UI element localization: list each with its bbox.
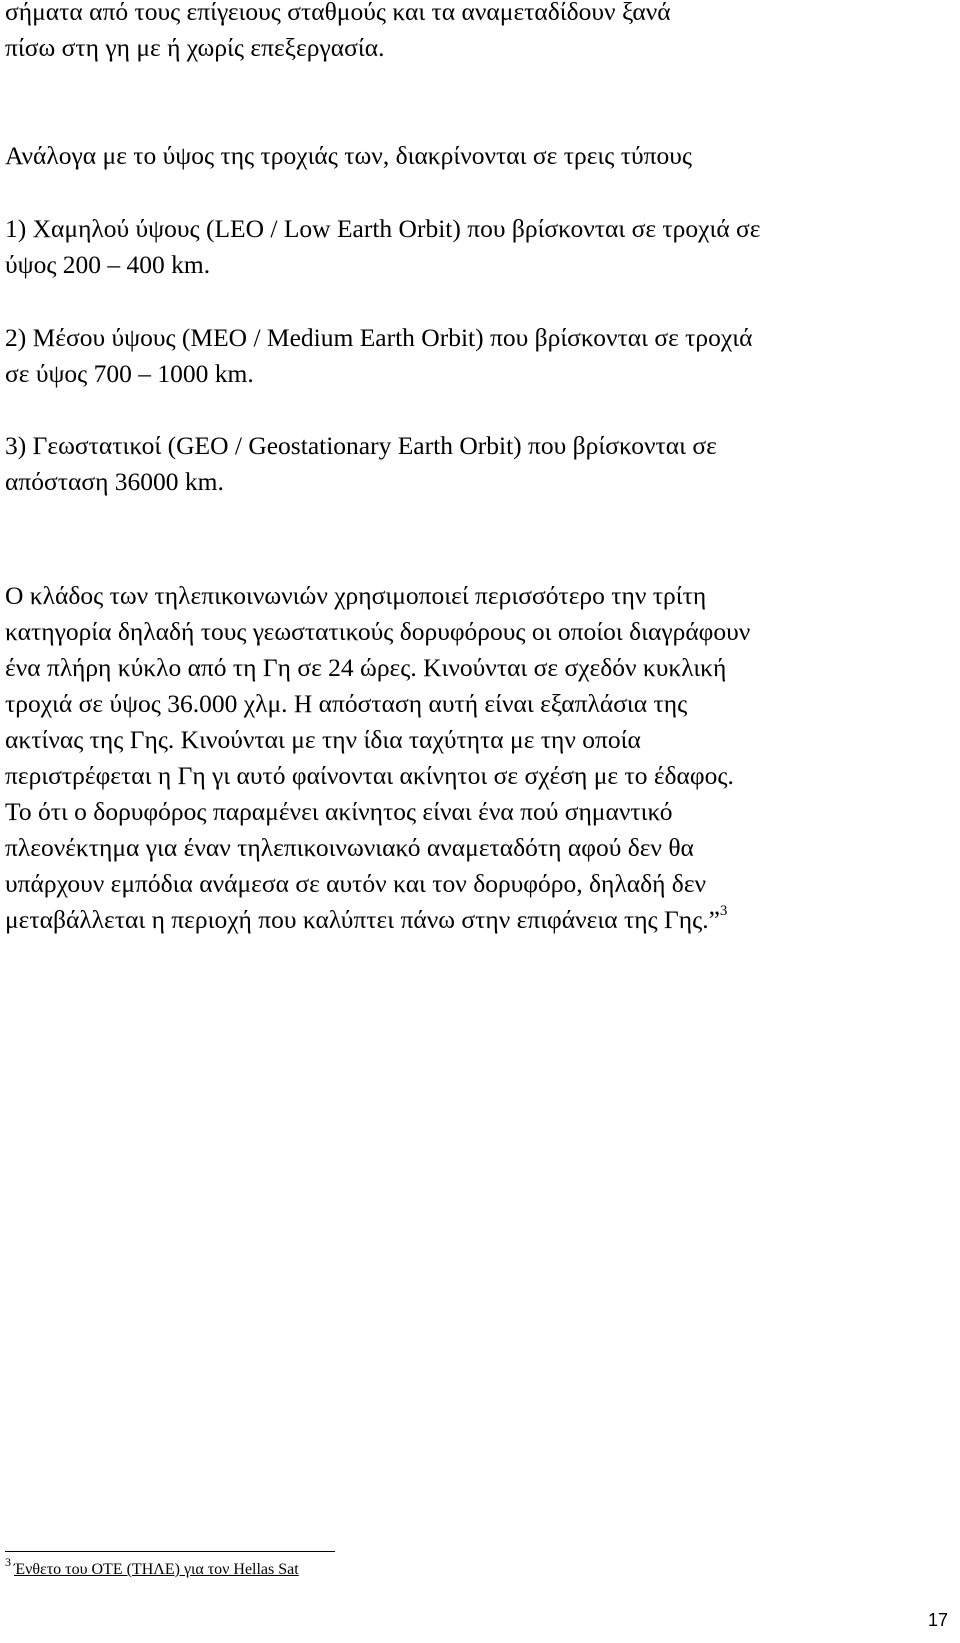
footnote-number: 3: [5, 1555, 11, 1569]
text-line: ύψος 200 – 400 km.: [5, 250, 211, 279]
text-line: ακτίνας της Γης. Κινούνται με την ίδια ταχύτητα με την οποία: [5, 725, 641, 754]
orbit-type-meo: [5, 320, 915, 392]
text-line: ένα πλήρη κύκλο από τη Γη σε 24 ώρες. Κινούνται σε σχεδόν κυκλική: [5, 653, 727, 682]
footnote-text: Ένθετο του ΟΤΕ (ΤΗΛΕ) για τον Hellas Sat: [14, 1561, 299, 1578]
telecom-paragraph: [5, 578, 915, 938]
text-line: πίσω στη γη με ή χωρίς επεξεργασία.: [5, 33, 385, 62]
orbit-type-geo: [5, 428, 915, 500]
intro-continuation-paragraph: [5, 0, 915, 66]
text-line: σε ύψος 700 – 1000 km.: [5, 359, 254, 388]
text-line-last: [5, 902, 915, 938]
text-line: πλεονέκτημα για έναν τηλεπικοινωνιακό αναμεταδότη αφού δεν θα: [5, 833, 694, 862]
text-line: 2) Μέσου ύψους (MEO / Medium Earth Orbit) που βρίσκονται σε τροχιά: [5, 323, 753, 352]
footnote-reference[interactable]: 3: [719, 902, 728, 919]
text-line: σήματα από τους επίγειους σταθμούς και τα αναμεταδίδουν ξανά: [5, 0, 671, 26]
orbit-type-leo: [5, 211, 915, 283]
text-line-content: μεταβάλλεται η περιοχή που καλύπτει πάνω στην επιφάνεια της Γης.”: [5, 905, 720, 934]
orbit-types-intro-paragraph: [5, 138, 915, 174]
text-line: Ανάλογα με το ύψος της τροχιάς των, διακρίνονται σε τρεις τύπους: [5, 141, 692, 170]
text-line: περιστρέφεται η Γη γι αυτό φαίνονται ακίνητοι σε σχέση με το έδαφος.: [5, 761, 734, 790]
text-line: Ο κλάδος των τηλεπικοινωνιών χρησιμοποιεί περισσότερο την τρίτη: [5, 581, 707, 610]
text-line: υπάρχουν εμπόδια ανάμεσα σε αυτόν και τον δορυφόρο, δηλαδή δεν: [5, 869, 707, 898]
text-line: τροχιά σε ύψος 36.000 χλμ. Η απόσταση αυτή είναι εξαπλάσια της: [5, 689, 688, 718]
text-line: 3) Γεωστατικοί (GEO / Geostationary Earth Orbit) που βρίσκονται σε: [5, 431, 717, 460]
page-number: 17: [927, 1610, 948, 1630]
text-line: 1) Χαμηλού ύψους (LEO / Low Earth Orbit) που βρίσκονται σε τροχιά σε: [5, 214, 761, 243]
footnote-separator: [5, 1551, 335, 1552]
text-line: Το ότι ο δορυφόρος παραμένει ακίνητος είναι ένα πού σημαντικό: [5, 797, 673, 826]
text-line: κατηγορία δηλαδή τους γεωστατικούς δορυφόρους οι οποίοι διαγράφουν: [5, 617, 751, 646]
text-line: απόσταση 36000 km.: [5, 467, 224, 496]
footnote: [5, 1555, 299, 1580]
